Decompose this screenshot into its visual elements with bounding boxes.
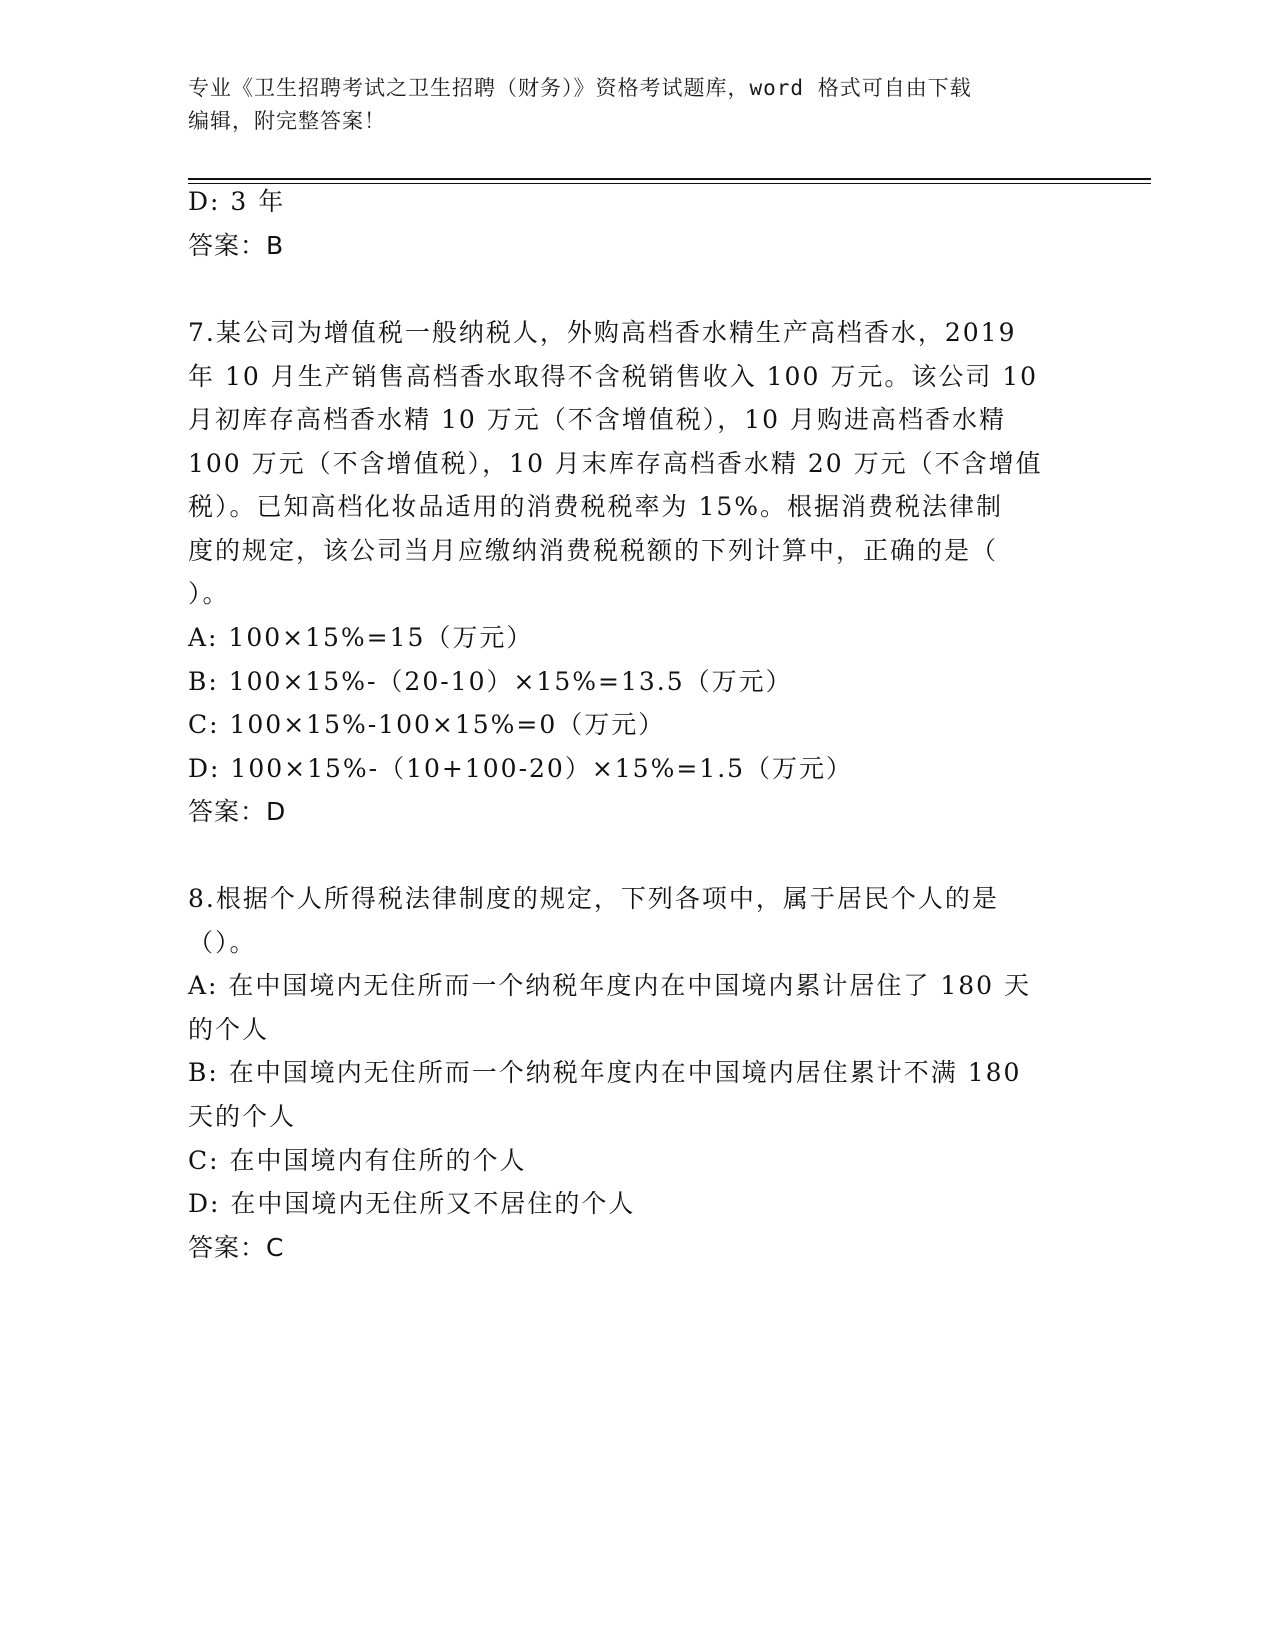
q7-stem-line: 月初库存高档香水精 10 万元（不含增值税），10 月购进高档香水精 [188, 405, 1006, 434]
q8-stem-line: 8.根据个人所得税法律制度的规定，下列各项中，属于居民个人的是 [188, 884, 999, 913]
header-divider-thin [188, 183, 1151, 184]
q7-stem-line: 度的规定，该公司当月应缴纳消费税税额的下列计算中，正确的是（ [188, 536, 999, 565]
header-line-2: 编辑，附完整答案！ [188, 109, 386, 133]
q7-stem-line: ）。 [188, 579, 230, 608]
q7-option-d: D: 100×15%-（10+100-20）×15%=1.5（万元） [188, 754, 854, 783]
q8-option-b: B: 在中国境内无住所而一个纳税年度内在中国境内居住累计不满 180 [188, 1058, 1022, 1087]
q7-option-a: A: 100×15%=15（万元） [188, 623, 534, 652]
q8-stem-line: （）。 [188, 928, 257, 957]
document-header [188, 72, 1088, 138]
prev-answer: 答案：B [188, 231, 285, 260]
q7-stem-line: 7.某公司为增值税一般纳税人，外购高档香水精生产高档香水，2019 [188, 318, 1017, 347]
q7-answer: 答案：D [188, 797, 287, 826]
q8-option-a-cont: 的个人 [188, 1015, 270, 1044]
q8-option-b-cont: 天的个人 [188, 1102, 297, 1131]
q7-stem-line: 税）。已知高档化妆品适用的消费税税率为 15%。根据消费税法律制 [188, 492, 1004, 521]
q8-option-d: D: 在中国境内无住所又不居住的个人 [188, 1189, 636, 1218]
header-line-1: 专业《卫生招聘考试之卫生招聘（财务）》资格考试题库，word 格式可自由下载 [188, 76, 972, 100]
q7-stem-line: 年 10 月生产销售高档香水取得不含税销售收入 100 万元。该公司 10 [188, 362, 1039, 391]
q7-option-b: B: 100×15%-（20-10）×15%=13.5（万元） [188, 667, 793, 696]
q8-answer: 答案：C [188, 1233, 285, 1262]
q7-option-c: C: 100×15%-100×15%=0（万元） [188, 710, 666, 739]
header-divider-thick [188, 178, 1151, 180]
q8-option-c: C: 在中国境内有住所的个人 [188, 1146, 527, 1175]
q7-stem-line: 100 万元（不含增值税），10 月末库存高档香水精 20 万元（不含增值 [188, 449, 1043, 478]
prev-option-d: D: 3 年 [188, 187, 286, 216]
q8-option-a: A: 在中国境内无住所而一个纳税年度内在中国境内累计居住了 180 天 [188, 971, 1032, 1000]
